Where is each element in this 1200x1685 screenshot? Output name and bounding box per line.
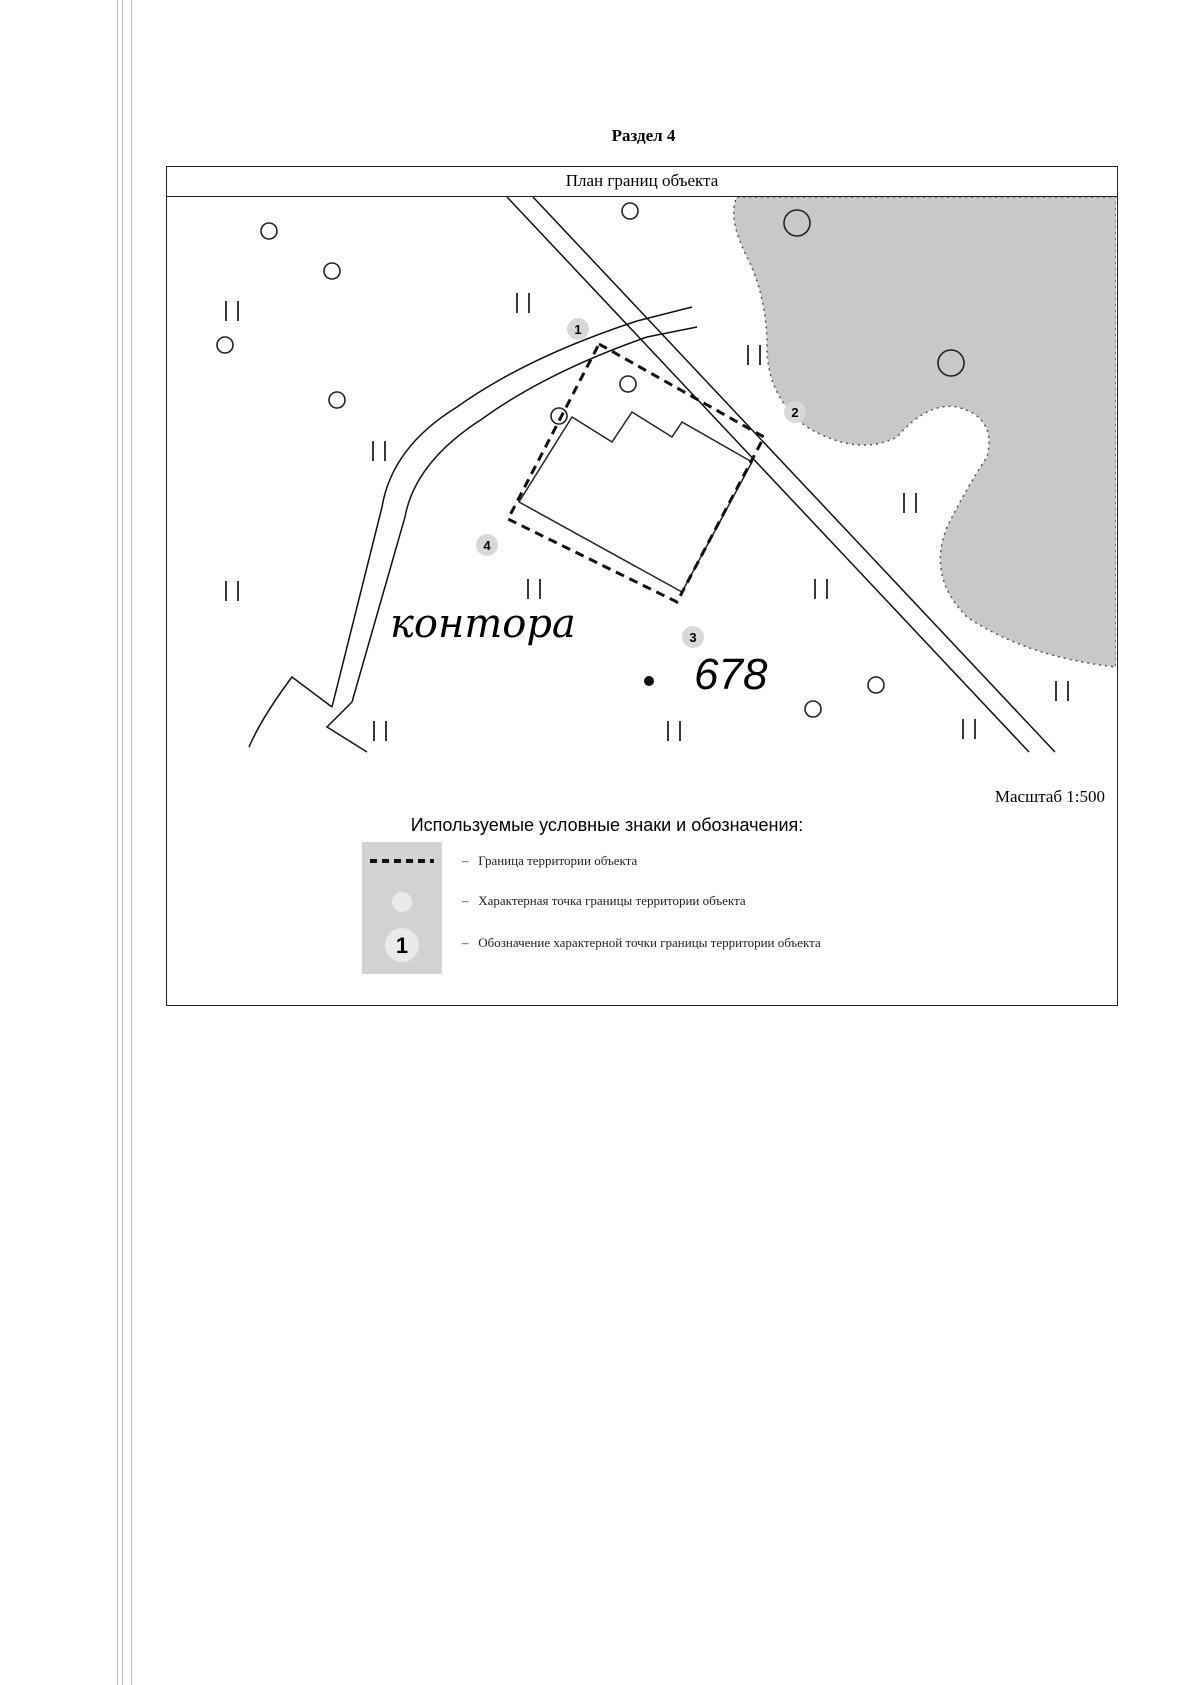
map-area xyxy=(167,197,1116,762)
frame-header: План границ объекта xyxy=(167,167,1117,197)
legend-item-point xyxy=(462,893,746,909)
path-branch xyxy=(637,307,697,337)
path-bottom-b xyxy=(327,702,367,752)
legend-number-text: 1 xyxy=(395,933,409,958)
binding-line-1 xyxy=(117,0,118,1685)
legend-dash: – xyxy=(462,935,469,950)
legend-dash: – xyxy=(462,893,469,908)
legend-item-point-number xyxy=(462,935,821,951)
section-title: Раздел 4 xyxy=(611,126,676,145)
scale-label: Масштаб 1:500 xyxy=(994,787,1105,806)
grey-zone xyxy=(734,197,1116,667)
building-label: контора xyxy=(390,601,576,647)
legend-dash: – xyxy=(462,853,469,868)
point-label-4: 4 xyxy=(483,538,491,553)
path-line-b xyxy=(352,337,647,702)
boundary-map xyxy=(167,197,1116,762)
legend-text: Обозначение характерной точки границы территории объекта xyxy=(478,935,821,950)
point-label-1: 1 xyxy=(574,322,582,337)
parcel-dot xyxy=(644,676,654,686)
binding-line-2 xyxy=(122,0,123,1685)
legend-title: Используемые условные знаки и обозначения: xyxy=(410,815,804,835)
legend-symbols xyxy=(362,842,442,974)
plan-frame xyxy=(166,166,1118,1006)
legend-item-boundary xyxy=(462,853,637,869)
parcel-number: 678 xyxy=(694,650,768,699)
point-label-2: 2 xyxy=(791,405,799,420)
legend-point-sample xyxy=(392,892,412,912)
legend-text: Характерная точка границы территории объекта xyxy=(478,893,746,908)
building-outline xyxy=(519,412,752,592)
binding-line-3 xyxy=(131,0,132,1685)
path-line-a xyxy=(332,321,637,707)
point-label-3: 3 xyxy=(689,630,697,645)
legend-symbol-svg xyxy=(362,842,442,974)
path-bottom-a xyxy=(249,677,332,747)
legend-text: Граница территории объекта xyxy=(478,853,638,868)
